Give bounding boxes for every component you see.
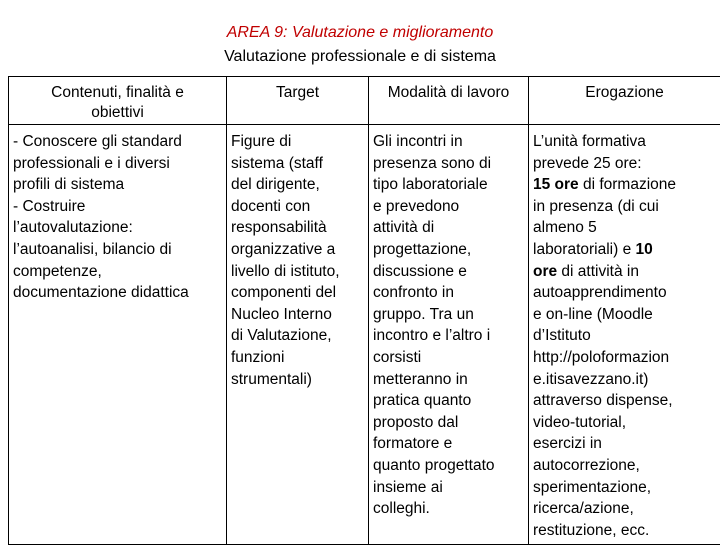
header-target-line: Target bbox=[231, 83, 364, 103]
erogazione-line bbox=[533, 261, 716, 283]
modalita-line: confronto in bbox=[373, 282, 524, 304]
erogazione-line: esercizi in bbox=[533, 433, 716, 455]
target-line: componenti del bbox=[231, 282, 364, 304]
target-line: strumentali) bbox=[231, 369, 364, 391]
modalita-line: attività di bbox=[373, 217, 524, 239]
target-line: organizzative a bbox=[231, 239, 364, 261]
modalita-line: e prevedono bbox=[373, 196, 524, 218]
contenuti-line: - Costruire bbox=[13, 196, 222, 218]
hours-in-presence: 15 ore bbox=[533, 176, 579, 193]
table-row bbox=[9, 125, 720, 545]
modalita-line: pratica quanto bbox=[373, 390, 524, 412]
contenuti-line: l’autoanalisi, bilancio di bbox=[13, 239, 222, 261]
modalita-line: tipo laboratoriale bbox=[373, 174, 524, 196]
moodle-url-line: http://poloformazion bbox=[533, 347, 716, 369]
title-block bbox=[0, 22, 720, 68]
modalita-line: presenza sono di bbox=[373, 153, 524, 175]
header-erogazione bbox=[529, 77, 720, 125]
contenuti-line: profili di sistema bbox=[13, 174, 222, 196]
target-line: livello di istituto, bbox=[231, 261, 364, 283]
erogazione-line: prevede 25 ore: bbox=[533, 153, 716, 175]
area-title: AREA 9: Valutazione e miglioramento bbox=[0, 22, 720, 44]
course-table bbox=[8, 76, 720, 545]
erogazione-line: ricerca/azione, bbox=[533, 498, 716, 520]
modalita-line: Gli incontri in bbox=[373, 131, 524, 153]
erogazione-line bbox=[533, 174, 716, 196]
cell-contenuti bbox=[9, 125, 227, 545]
erogazione-line bbox=[533, 239, 716, 261]
target-line: funzioni bbox=[231, 347, 364, 369]
contenuti-line: l’autovalutazione: bbox=[13, 217, 222, 239]
target-line: docenti con bbox=[231, 196, 364, 218]
target-line: sistema (staff bbox=[231, 153, 364, 175]
cell-modalita bbox=[369, 125, 529, 545]
header-contenuti bbox=[9, 77, 227, 125]
erogazione-line: sperimentazione, bbox=[533, 477, 716, 499]
modalita-line: corsisti bbox=[373, 347, 524, 369]
erogazione-text: di attività in bbox=[557, 263, 639, 280]
modalita-line: formatore e bbox=[373, 433, 524, 455]
erogazione-text: di formazione bbox=[579, 176, 676, 193]
erogazione-line: e on-line (Moodle bbox=[533, 304, 716, 326]
section-subtitle: Valutazione professionale e di sistema bbox=[0, 46, 720, 68]
header-row bbox=[9, 77, 720, 125]
contenuti-line: documentazione didattica bbox=[13, 282, 222, 304]
erogazione-text: laboratoriali) e bbox=[533, 241, 636, 258]
cell-erogazione bbox=[529, 125, 720, 545]
modalita-line: discussione e bbox=[373, 261, 524, 283]
erogazione-line: autoapprendimento bbox=[533, 282, 716, 304]
target-line: di Valutazione, bbox=[231, 325, 364, 347]
contenuti-line: professionali e i diversi bbox=[13, 153, 222, 175]
modalita-line: progettazione, bbox=[373, 239, 524, 261]
hours-self-learning-unit: ore bbox=[533, 263, 557, 280]
erogazione-line: attraverso dispense, bbox=[533, 390, 716, 412]
erogazione-line: d’Istituto bbox=[533, 325, 716, 347]
modalita-line: incontro e l’altro i bbox=[373, 325, 524, 347]
target-line: Nucleo Interno bbox=[231, 304, 364, 326]
header-contenuti-line: Contenuti, finalità e bbox=[13, 83, 222, 103]
header-modalita-line: Modalità di lavoro bbox=[373, 83, 524, 103]
modalita-line: gruppo. Tra un bbox=[373, 304, 524, 326]
header-target bbox=[227, 77, 369, 125]
erogazione-line: in presenza (di cui bbox=[533, 196, 716, 218]
erogazione-line: restituzione, ecc. bbox=[533, 520, 716, 542]
modalita-line: metteranno in bbox=[373, 369, 524, 391]
header-modalita bbox=[369, 77, 529, 125]
erogazione-line: almeno 5 bbox=[533, 217, 716, 239]
header-contenuti-line: obiettivi bbox=[13, 103, 222, 123]
moodle-url-line: e.itisavezzano.it) bbox=[533, 369, 716, 391]
contenuti-line: competenze, bbox=[13, 261, 222, 283]
cell-target bbox=[227, 125, 369, 545]
target-line: del dirigente, bbox=[231, 174, 364, 196]
target-line: Figure di bbox=[231, 131, 364, 153]
erogazione-line: L’unità formativa bbox=[533, 131, 716, 153]
target-line: responsabilità bbox=[231, 217, 364, 239]
modalita-line: quanto progettato bbox=[373, 455, 524, 477]
modalita-line: insieme ai bbox=[373, 477, 524, 499]
contenuti-line: - Conoscere gli standard bbox=[13, 131, 222, 153]
hours-self-learning-number: 10 bbox=[636, 241, 653, 258]
modalita-line: proposto dal bbox=[373, 412, 524, 434]
erogazione-line: video-tutorial, bbox=[533, 412, 716, 434]
header-erogazione-line: Erogazione bbox=[533, 83, 716, 103]
modalita-line: colleghi. bbox=[373, 498, 524, 520]
erogazione-line: autocorrezione, bbox=[533, 455, 716, 477]
